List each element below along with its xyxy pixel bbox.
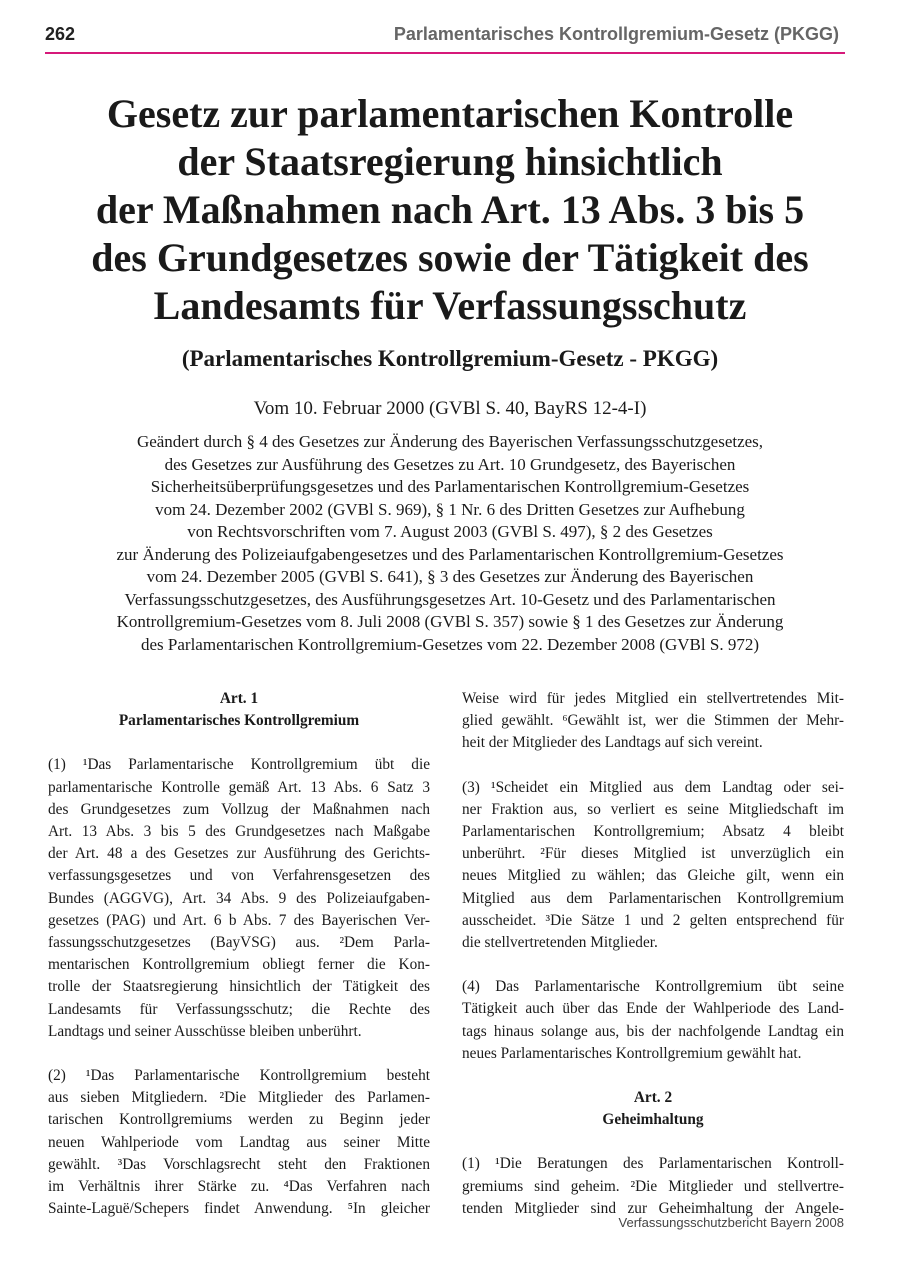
text-line: neuen Wahlperiode vom Landtag aus seiner Mitte (48, 1133, 430, 1151)
text-line: gremiums sind geheim. ²Die Mitglieder und stellvertre- (462, 1177, 844, 1195)
article-1-heading (48, 688, 430, 732)
text-line: verfassungsgesetzes und von Verfahrensgesetzen des (48, 867, 430, 885)
amendment-line: vom 24. Dezember 2005 (GVBl S. 641), § 3 des Gesetzes zur Änderung des Bayerischen (146, 567, 754, 586)
text-line: parlamentarische Kontrolle gemäß Art. 13 Abs. 6 Satz 3 (48, 778, 430, 796)
law-title-line: Landesamts für Verfassungsschutz (153, 283, 747, 328)
text-line: (2) ¹Das Parlamentarische Kontrollgremium besteht (48, 1067, 430, 1085)
text-line: des Grundgesetzes zum Vollzug der Maßnahmen nach (48, 800, 430, 818)
text-line: tenden Mitglieder sind zur Geheimhaltung der Angele- (462, 1199, 844, 1217)
page-footer: Verfassungsschutzbericht Bayern 2008 (618, 1215, 844, 1230)
amendment-line: zur Änderung des Polizeiaufgabengesetzes und des Parlamentarischen Kontrollgremium-Gesetzes (116, 544, 784, 564)
article-1-paragraph-3 (462, 777, 844, 955)
amendment-line: vom 24. Dezember 2002 (GVBl S. 969), § 1 Nr. 6 des Dritten Gesetzes zur Aufhebung (155, 499, 745, 519)
text-line: Tätigkeit auch über das Ende der Wahlperiode des Land- (462, 1000, 844, 1018)
text-line: Landesamts für Verfassungsschutz; die Rechte des (48, 1000, 430, 1018)
text-line: Parlamentarischen Kontrollgremium; Absatz 4 bleibt (462, 823, 844, 841)
amendment-line: Verfassungsschutzgesetzes, des Ausführungsgesetzes Art. 10-Gesetz und des Parlamentarischen (124, 589, 776, 609)
text-line: tarischen Kontrollgremiums werden zu Beginn jeder (48, 1111, 430, 1129)
law-title-line: des Grundgesetzes sowie der Tätigkeit des (91, 235, 809, 280)
text-line: gewählt. ³Das Vorschlagsrecht steht den Fraktionen (48, 1155, 430, 1173)
text-line: Art. 13 Abs. 3 bis 5 des Grundgesetzes nach Maßgabe (48, 823, 430, 841)
article-1-paragraph-2 (48, 1065, 430, 1220)
law-title-line: der Staatsregierung hinsichtlich (177, 139, 723, 184)
text-line: gesetzes (PAG) und Art. 6 b Abs. 7 des Bayerischen Ver- (48, 911, 430, 929)
text-line: Bundes (AGGVG), Art. 34 Abs. 9 des Polizeiaufgaben- (48, 889, 430, 907)
article-1-paragraph-2-continued (462, 688, 844, 755)
enactment-date: Vom 10. Februar 2000 (GVBl S. 40, BayRS 12-4-I) (253, 398, 647, 419)
text-line: (1) ¹Das Parlamentarische Kontrollgremium übt die (48, 756, 430, 774)
text-line: Mitglied aus dem Parlamentarischen Kontrollgremium (462, 889, 844, 907)
text-line: neues Mitglied zu wählen; das Gleiche gilt, wenn ein (462, 867, 844, 885)
article-1-paragraph-1 (48, 754, 430, 1043)
text-line: der Art. 48 a des Gesetzes zur Ausführung des Gerichts- (48, 845, 430, 863)
law-title (30, 90, 870, 330)
text-line: (4) Das Parlamentarische Kontrollgremium übt seine (462, 978, 844, 996)
page-header (45, 22, 845, 54)
law-title-line: Gesetz zur parlamentarischen Kontrolle (106, 91, 794, 136)
amendment-line: Sicherheitsüberprüfungsgesetzes und des Parlamentarischen Kontrollgremium-Gesetzes (150, 477, 750, 496)
text-line: ausscheidet. ³Die Sätze 1 und 2 gelten entsprechend für (462, 911, 844, 929)
article-title: Geheimhaltung (602, 1111, 704, 1129)
text-line: glied gewählt. ⁶Gewählt ist, wer die Stimmen der Mehr- (462, 712, 844, 730)
text-line: heit der Mitglieder des Landtags auf sich vereint. (462, 734, 763, 752)
right-column (462, 688, 844, 1242)
article-number: Art. 2 (633, 1089, 673, 1107)
amendment-history (30, 431, 870, 656)
amendment-line: von Rechtsvorschriften vom 7. August 2003 (GVBl S. 497), § 2 des Gesetzes (187, 522, 713, 541)
running-title: Parlamentarisches Kontrollgremium-Gesetz (PKGG) (393, 24, 839, 44)
text-line: tags hinaus solange aus, bis der nachfolgende Landtag ein (462, 1022, 844, 1040)
text-line: neues Parlamentarisches Kontrollgremium gewählt hat. (462, 1044, 802, 1062)
text-line: fassungsschutzgesetzes (BayVSG) aus. ²Dem Parla- (48, 934, 430, 952)
article-title: Parlamentarisches Kontrollgremium (118, 712, 360, 730)
article-2-paragraph-1 (462, 1153, 844, 1220)
text-line: (3) ¹Scheidet ein Mitglied aus dem Landtag oder sei- (462, 778, 844, 796)
article-number: Art. 1 (219, 690, 259, 707)
law-short-title: (Parlamentarisches Kontrollgremium-Gesetz - PKGG) (181, 346, 719, 371)
text-line: Sainte-Laguë/Schepers findet Anwendung. ⁵In gleicher (48, 1200, 430, 1218)
article-1-paragraph-4 (462, 976, 844, 1065)
amendment-line: des Parlamentarischen Kontrollgremium-Gesetzes vom 22. Dezember 2008 (GVBl S. 972) (141, 634, 759, 654)
text-line: trolle der Staatsregierung hinsichtlich der Tätigkeit des (48, 978, 430, 996)
text-line: im Verhältnis ihrer Stärke zu. ⁴Das Verfahren nach (48, 1178, 430, 1196)
text-line: Weise wird für jedes Mitglied ein stellvertretendes Mit- (462, 690, 844, 707)
text-line: (1) ¹Die Beratungen des Parlamentarischen Kontroll- (462, 1155, 844, 1173)
text-line: mentarischen Kontrollgremium obliegt ferner die Kon- (48, 956, 430, 974)
amendment-line: des Gesetzes zur Ausführung des Gesetzes zu Art. 10 Grundgesetz, des Bayerischen (164, 454, 736, 474)
text-line: unberührt. ²Für dieses Mitglied ist unverzüglich ein (462, 845, 844, 863)
text-line: Landtags und seiner Ausschüsse bleiben unberührt. (48, 1022, 362, 1040)
text-line: die stellvertretenden Mitglieder. (462, 934, 658, 952)
text-line: ner Fraktion aus, so verliert es seine Mitgliedschaft im (462, 800, 844, 818)
amendment-line: Geändert durch § 4 des Gesetzes zur Änderung des Bayerischen Verfassungsschutzgesetzes, (136, 432, 764, 451)
amendment-line: Kontrollgremium-Gesetzes vom 8. Juli 2008 (GVBl S. 357) sowie § 1 des Gesetzes zur Änderung (116, 612, 784, 631)
law-title-line: der Maßnahmen nach Art. 13 Abs. 3 bis 5 (95, 187, 805, 232)
article-2-heading (462, 1087, 844, 1131)
text-line: aus sieben Mitgliedern. ²Die Mitglieder des Parlamen- (48, 1089, 430, 1107)
page-number: 262 (45, 24, 76, 44)
left-column (48, 688, 430, 1242)
